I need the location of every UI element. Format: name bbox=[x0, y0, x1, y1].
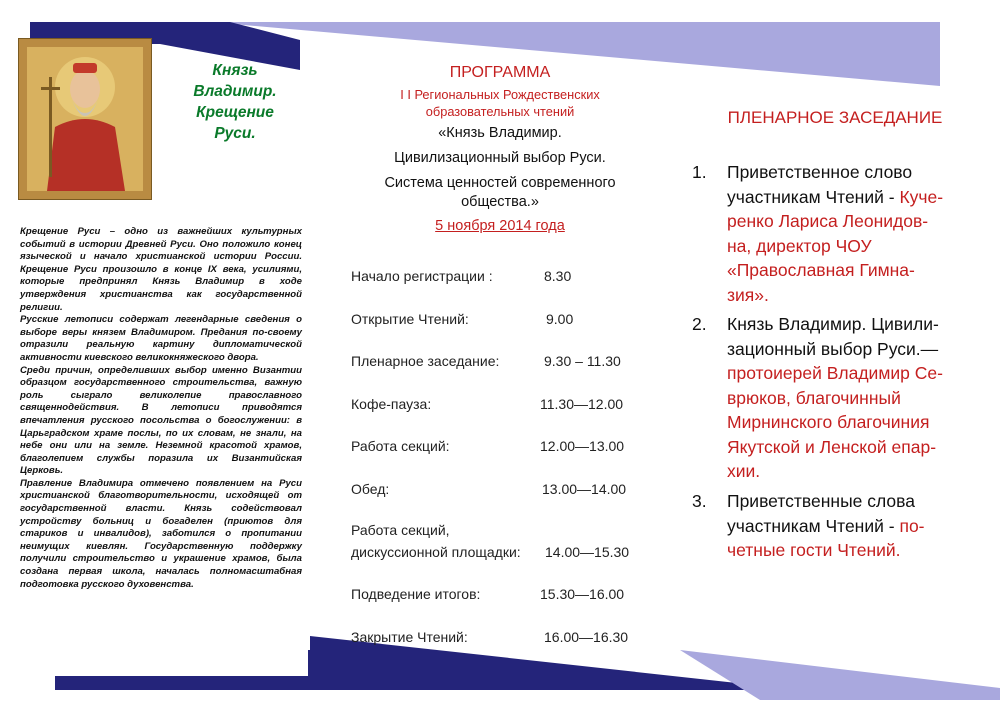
cross-staff bbox=[49, 77, 52, 177]
schedule-label: Подведение итогов: bbox=[351, 586, 481, 602]
plenary-title: ПЛЕНАРНОЕ ЗАСЕДАНИЕ bbox=[727, 108, 943, 127]
plenary-text-red: на, директор ЧОУ bbox=[727, 235, 872, 256]
schedule-label: Начало регистрации : bbox=[351, 268, 493, 284]
schedule-time: 14.00—15.30 bbox=[545, 544, 630, 560]
schedule-label: Обед: bbox=[351, 481, 390, 497]
plenary-line bbox=[727, 361, 982, 386]
saint-vladimir-icon bbox=[18, 38, 152, 200]
plenary-line bbox=[727, 337, 982, 362]
cross-bar bbox=[41, 87, 60, 90]
plenary-item-body bbox=[727, 160, 982, 307]
plenary-text-red: «Православная Гимна- bbox=[727, 260, 915, 280]
robe bbox=[47, 119, 125, 191]
plenary-line bbox=[727, 160, 982, 185]
plenary-line bbox=[727, 386, 982, 411]
history-paragraph: Крещение Руси – одно из важнейших культурных событий в истории Древней Руси. Оно положило конец языческой и начало христианской истории России. Крещение Руси произошло в конце IX века, усилиями, которые предпринял Князь Владимир в ходе утверждения христианства как государственной религии. bbox=[20, 226, 302, 313]
plenary-line bbox=[727, 459, 982, 484]
plenary-line bbox=[727, 410, 982, 435]
program-heading bbox=[330, 64, 670, 234]
plenary-text: Приветственное слово bbox=[727, 162, 913, 182]
plenary-line bbox=[727, 312, 982, 337]
plenary-item-number: 3. bbox=[692, 491, 707, 511]
schedule-time: 12.00—13.00 bbox=[540, 438, 625, 454]
plenary-item-body bbox=[727, 312, 982, 484]
schedule-time: 9.30 – 11.30 bbox=[544, 353, 621, 369]
plenary-line bbox=[727, 258, 982, 283]
plenary-text: Приветственные слова bbox=[727, 491, 915, 511]
schedule-time: 9.00 bbox=[546, 311, 574, 327]
schedule-time: 13.00—14.00 bbox=[542, 481, 627, 497]
plenary-line bbox=[727, 514, 982, 539]
plenary-line bbox=[727, 185, 982, 210]
program-theme-line: общества.» bbox=[461, 194, 539, 210]
crown bbox=[73, 63, 97, 73]
schedule-label: Открытие Чтений: bbox=[351, 311, 469, 327]
program-theme bbox=[330, 124, 670, 212]
page-title: Князь Владимир. Крещение Руси. bbox=[193, 62, 277, 142]
plenary-line bbox=[727, 489, 982, 514]
plenary-text-red: ренко Лариса Леонидов- bbox=[727, 211, 929, 231]
plenary-text-red: хии. bbox=[727, 461, 761, 481]
plenary-text-red: Якутской и Ленской епар- bbox=[727, 436, 937, 457]
plenary-text-red: Мирнинского благочиния bbox=[727, 412, 930, 432]
schedule-label: Кофе-пауза: bbox=[351, 396, 432, 412]
plenary-line bbox=[727, 234, 982, 259]
plenary-text-red: протоиерей Владимир Се- bbox=[727, 363, 943, 383]
schedule-label: Работа секций: bbox=[351, 438, 450, 454]
plenary-text: участникам Чтений - bbox=[727, 515, 900, 536]
schedule-time: 16.00—16.30 bbox=[544, 629, 629, 645]
schedule-time: 11.30—12.00 bbox=[540, 396, 624, 412]
plenary-text: Князь Владимир. Цивили- bbox=[727, 314, 939, 334]
program-theme-line: Система ценностей современного bbox=[384, 175, 616, 191]
plenary-line bbox=[727, 283, 982, 308]
plenary-text-red: четные гости Чтений. bbox=[727, 540, 901, 560]
schedule-label: Пленарное заседание: bbox=[351, 353, 500, 369]
schedule-time: 15.30—16.00 bbox=[540, 586, 625, 602]
plenary-item-number: 1. bbox=[692, 162, 707, 182]
program-subtitle bbox=[330, 86, 670, 120]
plenary-item-number: 2. bbox=[692, 314, 707, 334]
program-title: ПРОГРАММА bbox=[449, 64, 551, 81]
history-paragraph: Среди причин, определивших выбор именно Византии образцом государственного строительства, важную роль сыграло великолепие православного священнодействия. В летописи приводятся впечатления русского посольства о богослужении: в Царьградском храме послы, по их словам, не знали, на небе они или на земле. Неземной красотой храмов, благолепием службы поразила их Византийская Церковь. bbox=[20, 364, 302, 477]
bottom-right-lavender-band bbox=[680, 650, 1000, 700]
plenary-text: участникам Чтений - bbox=[727, 186, 900, 207]
face bbox=[70, 70, 100, 108]
history-text bbox=[20, 226, 302, 591]
program-theme-line: «Князь Владимир. bbox=[438, 125, 562, 141]
schedule-label: Закрытие Чтений: bbox=[351, 629, 468, 645]
plenary-line bbox=[727, 209, 982, 234]
history-paragraph: Правление Владимира отмечено появлением на Руси христианской благотворительности, исходящей от государственной власти. Князь содействовал устройству больниц и богаделен (приютов для стариков и инвалидов), заботился о пропитании неимущих киевлян. Государственную поддержку получили строительство и украшение храмов, была создана первая школа, началась полномасштабная подготовка русского духовенства. bbox=[20, 477, 302, 590]
plenary-text: зационный выбор Руси.— bbox=[727, 338, 939, 359]
plenary-item-body bbox=[727, 489, 982, 563]
plenary-text-red: врюков, благочинный bbox=[727, 387, 901, 408]
program-date: 5 ноября 2014 года bbox=[435, 218, 565, 234]
program-subtitle-line: I I Региональных Рождественских bbox=[400, 87, 600, 102]
plenary-line bbox=[727, 435, 982, 460]
plenary-text-red: Куче- bbox=[899, 186, 944, 207]
schedule-label: дискуссионной площадки: bbox=[351, 544, 521, 560]
plenary-line bbox=[727, 538, 982, 563]
program-subtitle-line: образовательных чтений bbox=[425, 104, 575, 119]
program-theme-line: Цивилизационный выбор Руси. bbox=[394, 150, 606, 166]
schedule-time: 8.30 bbox=[544, 268, 572, 284]
plenary-text-red: зия». bbox=[727, 284, 769, 305]
schedule-label: Работа секций, bbox=[351, 522, 450, 538]
plenary-text-red: по- bbox=[899, 515, 925, 536]
history-paragraph: Русские летописи содержат легендарные сведения о выборе веры князем Владимиром. Предания по-своему отразили реальную картину дипломатической активности киевского великокняжеского двора. bbox=[20, 314, 302, 363]
